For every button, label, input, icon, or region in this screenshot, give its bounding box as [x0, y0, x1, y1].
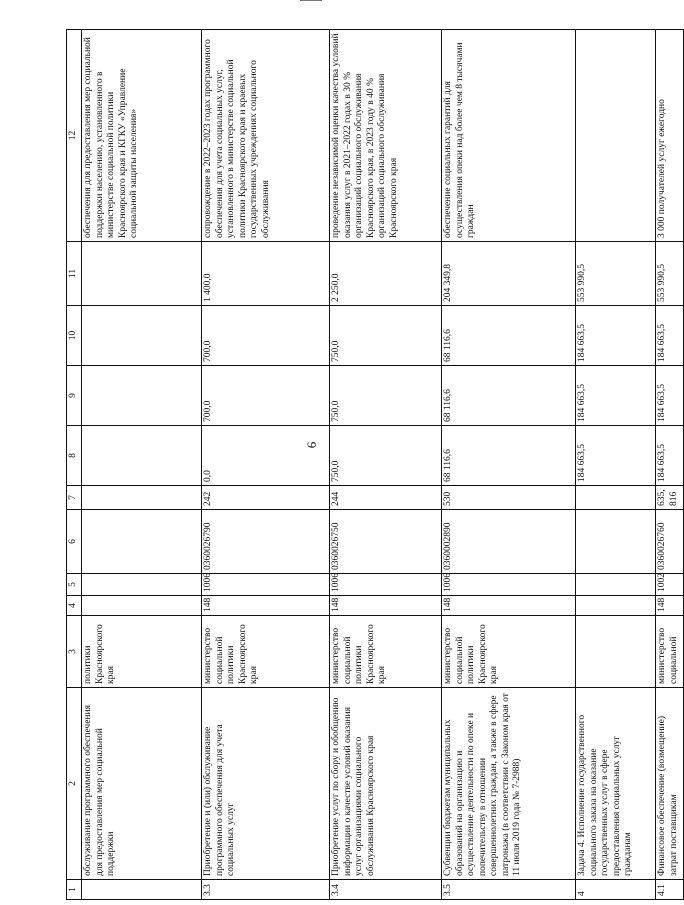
header-cell: 12 — [67, 30, 82, 242]
table-cell-col-2: Приобретение и (или) обслуживание программного обеспечения для учета социальных услуг — [202, 688, 330, 880]
table-cell-col-12: 3 000 получателей услуг ежегодно — [656, 30, 684, 242]
header-cell: 1 — [67, 880, 82, 900]
table-cell-col-10: 184 663,5 — [656, 306, 684, 366]
program-measures-table — [66, 29, 684, 900]
table-cell-col-5: 1006 — [442, 574, 576, 596]
table-cell-col-3: министерство социальной политики Красноярского края — [202, 616, 330, 688]
table-cell-col-4: 148 — [202, 596, 330, 616]
table-cell-col-9 — [82, 366, 202, 426]
header-cell: 4 — [67, 596, 82, 616]
table-cell-col-5: 1006 — [330, 574, 442, 596]
table-cell-col-5 — [576, 574, 656, 596]
header-cell: 9 — [67, 366, 82, 426]
header-cell: 10 — [67, 306, 82, 366]
table-cell-col-11: 553 990,5 — [656, 242, 684, 306]
table-cell-col-8: 68 116,6 — [442, 426, 576, 486]
table-cell-col-11: 1 400,0 — [202, 242, 330, 306]
table-cell-col-9: 184 663,5 — [656, 366, 684, 426]
table-cell-col-9: 184 663,5 — [576, 366, 656, 426]
table-cell-col-6 — [576, 510, 656, 574]
table-row — [442, 30, 576, 900]
table-cell-col-7 — [82, 486, 202, 510]
table-cell-col-10: 184 663,5 — [576, 306, 656, 366]
table-cell-col-11 — [82, 242, 202, 306]
table-cell-col-4 — [576, 596, 656, 616]
table-cell-col-3: политики Красноярского края — [82, 616, 202, 688]
table-cell-col-5 — [82, 574, 202, 596]
table-cell-col-6: 0360026760 — [656, 510, 684, 574]
table-cell-col-1 — [82, 880, 202, 900]
header-cell: 7 — [67, 486, 82, 510]
table-cell-col-11: 553 990,5 — [576, 242, 656, 306]
table-cell-col-8: 750,0 — [330, 426, 442, 486]
header-cell: 3 — [67, 616, 82, 688]
table-cell-col-7: 530 — [442, 486, 576, 510]
table-cell-col-11: 2 250,0 — [330, 242, 442, 306]
header-row — [67, 30, 82, 900]
table-cell-col-1: 3.3 — [202, 880, 330, 900]
table-cell-col-6: 0360026790 — [202, 510, 330, 574]
table-cell-col-4 — [82, 596, 202, 616]
table-cell-col-10 — [82, 306, 202, 366]
table-cell-col-5: 1002 — [656, 574, 684, 596]
table-row — [202, 30, 330, 900]
table-cell-col-1: 4.1 — [656, 880, 684, 900]
header-cell: 2 — [67, 688, 82, 880]
table-cell-col-4: 148 — [442, 596, 576, 616]
table-cell-col-7: 635, 816 — [656, 486, 684, 510]
table-cell-col-8: 0,0 — [202, 426, 330, 486]
table-cell-col-2: обслуживание программного обеспечения для предоставления мер социальной поддержки — [82, 688, 202, 880]
table-cell-col-7 — [576, 486, 656, 510]
table-cell-col-3: министерство социальной политики Красноярского края — [442, 616, 576, 688]
table-cell-col-4: 148 — [656, 596, 684, 616]
table-cell-col-4: 148 — [330, 596, 442, 616]
table-cell-col-5: 1006 — [202, 574, 330, 596]
table-cell-col-12 — [576, 30, 656, 242]
table-cell-col-12: проведение независимой оценки качества условий оказания услуг в 2021–2022 годах в 30 % организаций социального обслуживания Красноярского края, в 2023 году в 40 % организаций социального обслуживания Красноярского края — [330, 30, 442, 242]
table-cell-col-8: 184 663,5 — [576, 426, 656, 486]
table-cell-col-1: 3.4 — [330, 880, 442, 900]
table-cell-col-10: 750,0 — [330, 306, 442, 366]
table-row — [576, 30, 656, 900]
table-row — [82, 30, 202, 900]
header-cell: 6 — [67, 510, 82, 574]
table-body — [67, 30, 684, 900]
table-row — [656, 30, 684, 900]
table-cell-col-2: Приобретение услуг по сбору и обобщению информации о качестве условий оказания услуг организациями социального обслуживания Красноярского края — [330, 688, 442, 880]
table-cell-col-12: сопровождение в 2022–2023 годах программного обеспечения для учета социальных услуг, установленного в министерстве социальной политики Красноярского края и краевых государственных учреждениях социального обслуживания — [202, 30, 330, 242]
table-cell-col-6 — [82, 510, 202, 574]
table-cell-col-3 — [576, 616, 656, 688]
table-cell-col-6: 0360026750 — [330, 510, 442, 574]
header-cell: 11 — [67, 242, 82, 306]
table-cell-col-1: 4 — [576, 880, 656, 900]
table-cell-col-10: 700,0 — [202, 306, 330, 366]
table-cell-col-8 — [82, 426, 202, 486]
table-cell-col-9: 68 116,6 — [442, 366, 576, 426]
header-cell: 8 — [67, 426, 82, 486]
table-cell-col-3: министерство социальной политики Красноярского края — [330, 616, 442, 688]
table-cell-col-8: 184 663,5 — [656, 426, 684, 486]
table-cell-col-6: 0360002890 — [442, 510, 576, 574]
table-cell-col-2: Субвенции бюджетам муниципальных образований на организацию и осуществление деятельности по опеке и попечительству в отношении совершеннолетних граждан, а также в сфере патронажа (в соответствии с Законом края от 11 июля 2019 года № 7-2988) — [442, 688, 576, 880]
table-cell-col-10: 68 116,6 — [442, 306, 576, 366]
table-cell-col-12: обеспечения для предоставления мер социальной поддержки населению, установленного в министерстве социальной политики Красноярского края и КГКУ «Управление социальной защиты населения» — [82, 30, 202, 242]
table-cell-col-12: обеспечение социальных гарантий для осуществления опеки над более чем 8 тысячами граждан — [442, 30, 576, 242]
table-cell-col-2: Финансовое обеспечение (возмещение) затрат поставщикам — [656, 688, 684, 880]
table-cell-col-1: 3.5 — [442, 880, 576, 900]
table-cell-col-9: 700,0 — [202, 366, 330, 426]
table-cell-col-3: министерство социальной — [656, 616, 684, 688]
table-cell-col-11: 204 349,8 — [442, 242, 576, 306]
page-number: 6 — [304, 441, 319, 449]
table-cell-col-2: Задача 4. Исполнение государственного социального заказа на оказание государственных услуг в сфере предоставления социальных услуг гражданам — [576, 688, 656, 880]
table-row — [330, 30, 442, 900]
header-cell: 5 — [67, 574, 82, 596]
rotated-page — [66, 30, 679, 900]
table-cell-col-9: 750,0 — [330, 366, 442, 426]
table-cell-col-7: 244 — [330, 486, 442, 510]
table-cell-col-7: 242 — [202, 486, 330, 510]
top-mark — [300, 0, 322, 1]
